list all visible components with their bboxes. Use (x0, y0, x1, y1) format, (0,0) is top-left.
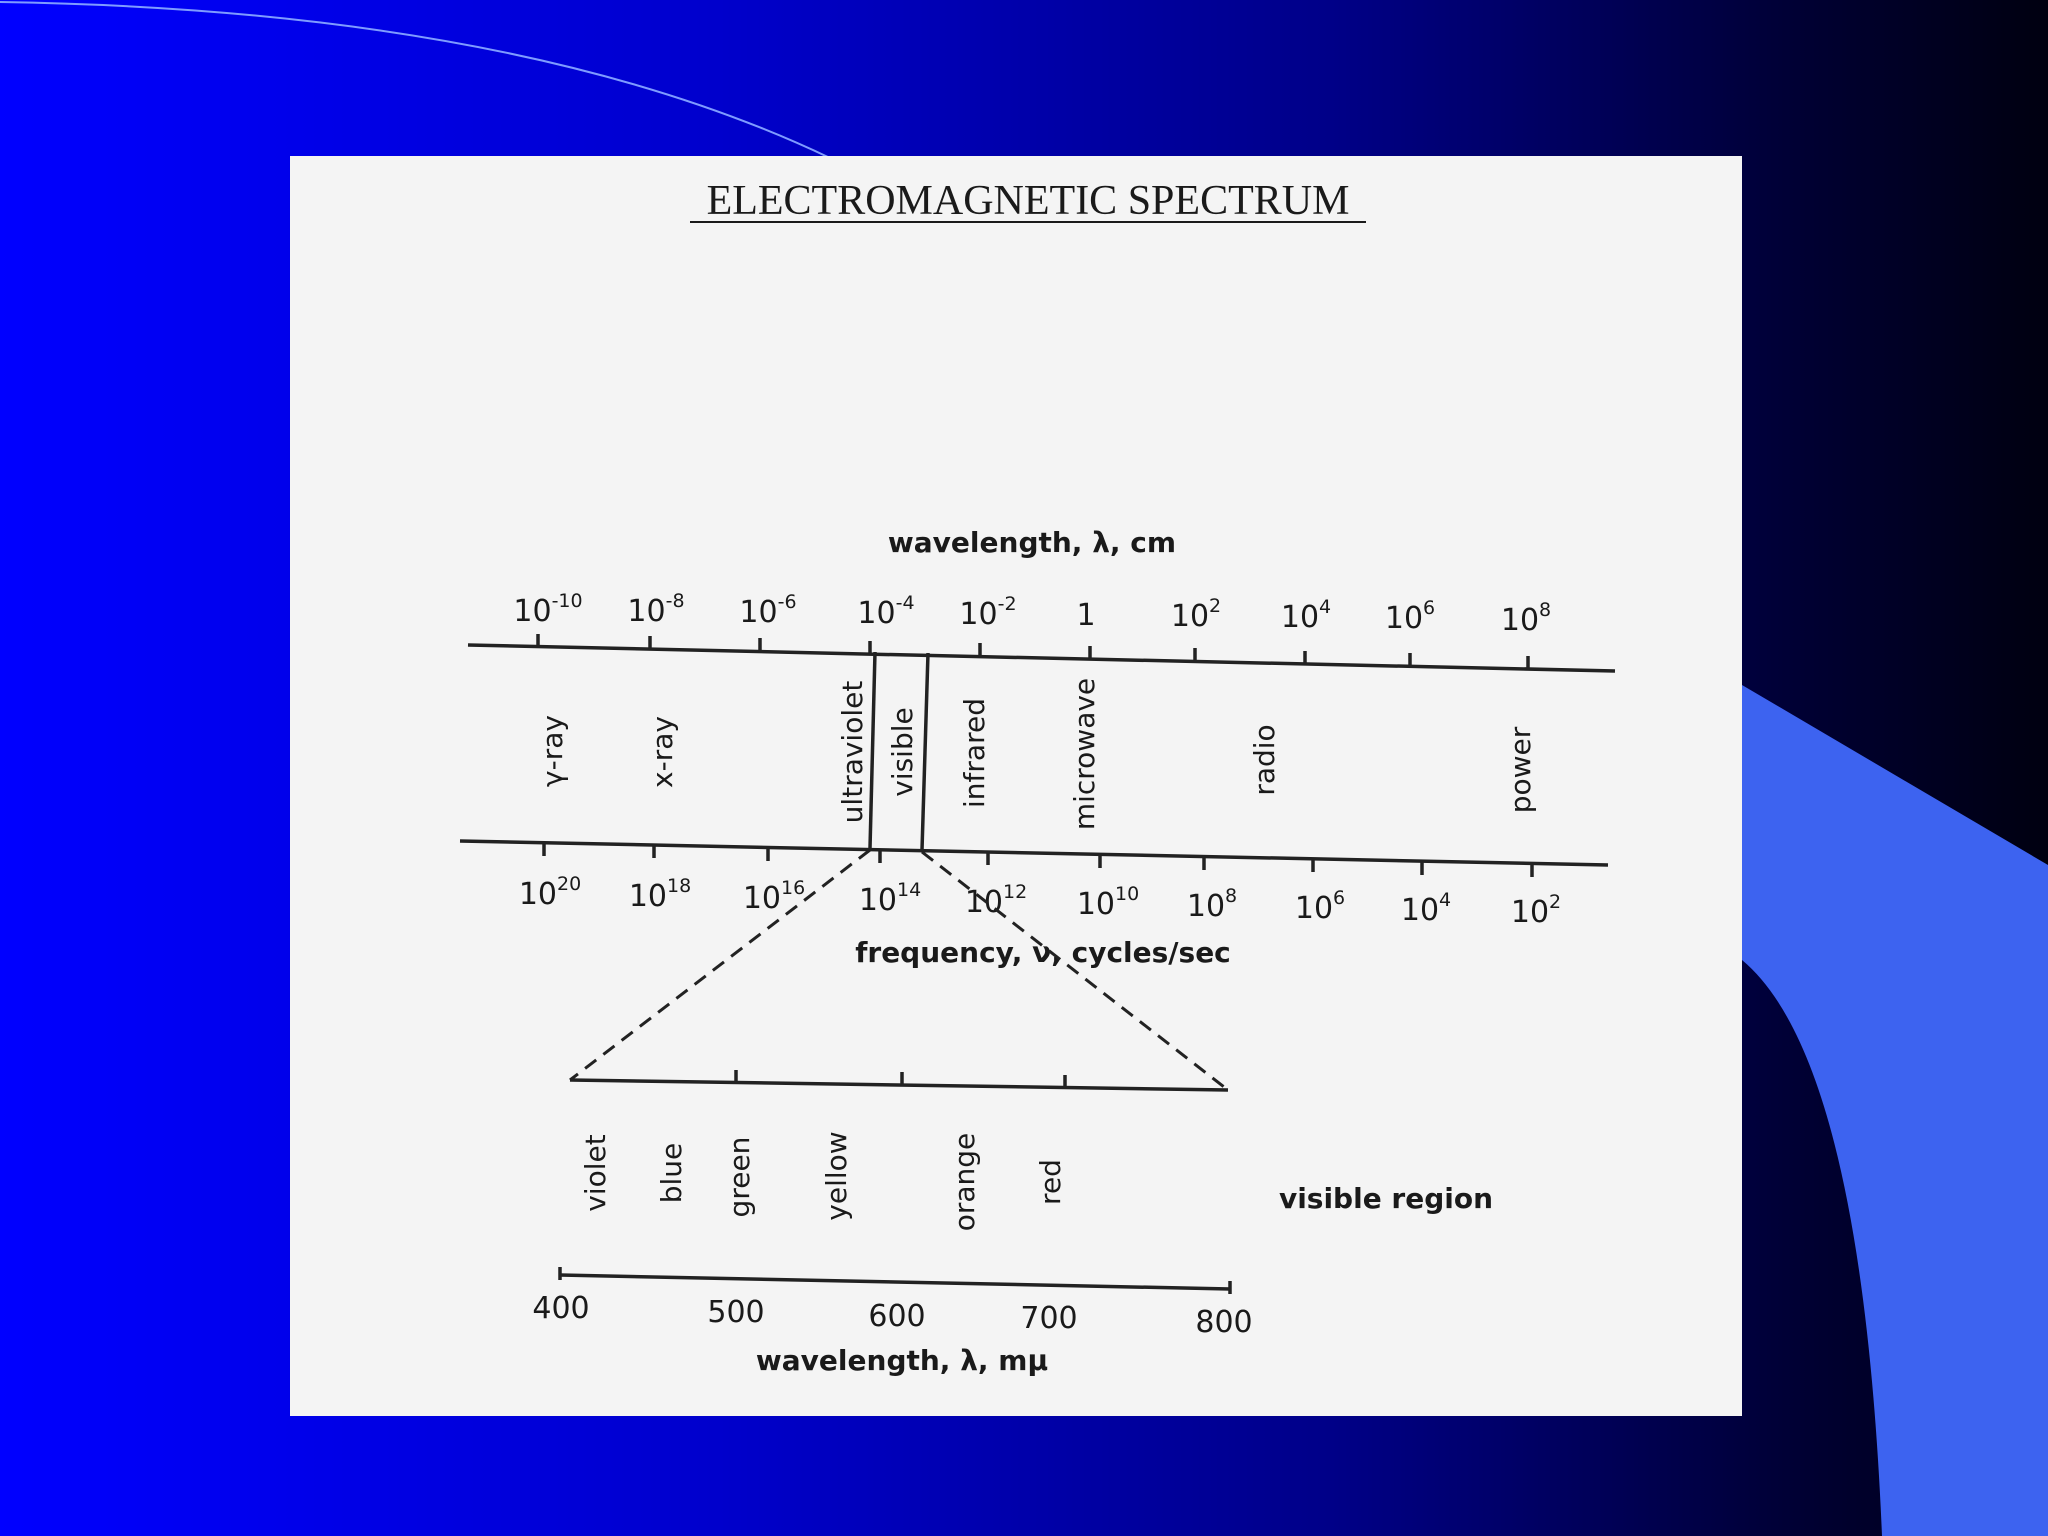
region-label: radio (1248, 724, 1281, 796)
zoom-dashed-line-left (570, 850, 870, 1080)
region-label: infrared (958, 698, 991, 808)
region-label: microwave (1068, 677, 1101, 831)
wavelength-tick: $10^2$ (1170, 595, 1222, 634)
slide-swoosh-light (1742, 685, 2048, 1536)
nm-tick: 400 (532, 1291, 590, 1326)
wavelength-tick-labels (513, 590, 1551, 638)
spectrum-figure (290, 156, 1742, 1416)
color-label: green (723, 1136, 756, 1218)
region-label: γ-ray (536, 715, 569, 787)
wavelength-axis-label: wavelength, λ, cm (887, 526, 1177, 559)
frequency-tick: $10^8$ (1186, 885, 1238, 924)
visible-band-axis-line (570, 1080, 1228, 1090)
color-label: orange (948, 1132, 981, 1232)
nm-tick: 800 (1195, 1305, 1253, 1340)
region-label: x-ray (646, 716, 679, 788)
wavelength-tick: $10^8$ (1500, 599, 1552, 638)
wavelength-tick: $10^4$ (1280, 596, 1332, 635)
frequency-axis-label: frequency, ν, cycles/sec (855, 936, 1231, 969)
visible-wavelength-tick-labels (532, 1291, 1252, 1340)
region-label: ultraviolet (836, 680, 869, 824)
visible-wavelength-axis-line (560, 1275, 1230, 1289)
nm-tick: 600 (868, 1299, 926, 1334)
frequency-tick: $10^2$ (1510, 891, 1562, 930)
frequency-tick: $10^{14}$ (858, 879, 922, 918)
region-label: power (1504, 726, 1537, 814)
frequency-tick: $10^{20}$ (518, 873, 582, 912)
frequency-tick: $10^{18}$ (628, 875, 692, 914)
frequency-tick: $10^4$ (1400, 889, 1452, 928)
wavelength-tick: $10^{-6}$ (739, 591, 797, 630)
frequency-tick: $10^6$ (1294, 887, 1346, 926)
nm-tick: 500 (707, 1295, 765, 1330)
wavelength-tick: 1 (1076, 598, 1096, 633)
frequency-tick: $10^{16}$ (742, 877, 806, 916)
spectrum-region-labels (536, 678, 1537, 830)
wavelength-axis-line (468, 645, 1615, 671)
visible-band-left-border (870, 652, 875, 848)
zoom-dashed-line-right (922, 852, 1228, 1090)
figure-title: ELECTROMAGNETIC SPECTRUM (706, 178, 1350, 224)
wavelength-tick: $10^{-2}$ (959, 593, 1017, 632)
color-label: red (1034, 1159, 1067, 1205)
wavelength-tick: $10^{-8}$ (627, 590, 685, 629)
wavelength-tick: $10^{-4}$ (857, 592, 915, 631)
wavelength-tick: $10^{-10}$ (513, 590, 583, 629)
color-label: blue (655, 1142, 688, 1204)
frequency-tick: $10^{12}$ (964, 881, 1028, 920)
color-label: yellow (820, 1131, 853, 1221)
visible-wavelength-axis-label: wavelength, λ, mμ (755, 1344, 1049, 1377)
frequency-tick-labels (519, 873, 1561, 930)
visible-region-label: visible region (1278, 1182, 1494, 1215)
frequency-axis-line (460, 841, 1608, 865)
frequency-tick: $10^{10}$ (1076, 883, 1140, 922)
slide-arc-line (0, 2, 830, 158)
nm-tick: 700 (1020, 1301, 1078, 1336)
region-label: visible (886, 707, 919, 797)
color-label: violet (579, 1134, 612, 1212)
visible-band-right-border (922, 653, 928, 850)
visible-color-labels (579, 1131, 1067, 1231)
wavelength-tick: $10^6$ (1384, 597, 1436, 636)
